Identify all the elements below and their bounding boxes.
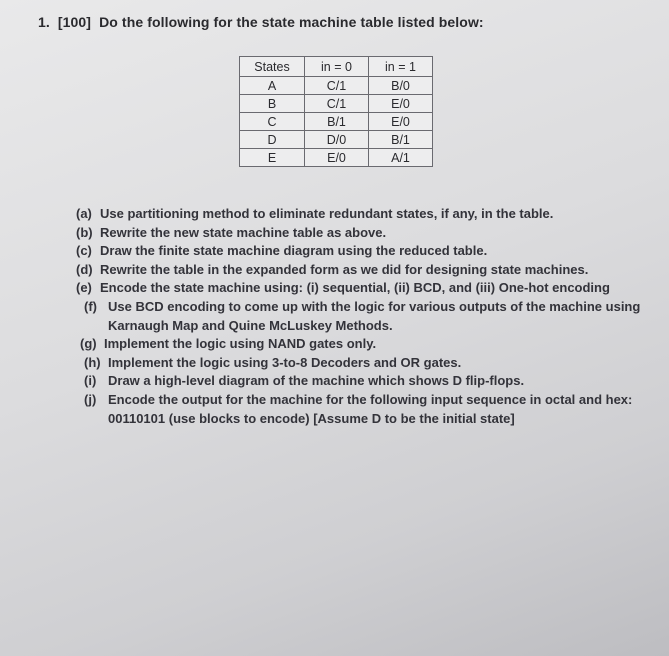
- table-row: [240, 77, 433, 95]
- part-label: (h): [84, 354, 101, 370]
- part-text: Encode the output for the machine for the following input sequence in octal and hex: 00110101 (use blocks to encode) [Assume D to be the initial state]: [108, 391, 633, 426]
- state-cell: A: [240, 77, 305, 95]
- list-item: [84, 298, 656, 335]
- part-label: (d): [76, 261, 93, 277]
- part-label: (j): [84, 391, 97, 407]
- part-label: (c): [76, 243, 92, 259]
- list-item: [76, 205, 656, 224]
- table-row: [240, 149, 433, 167]
- question-number: 1.: [38, 14, 50, 30]
- header-in0: in = 0: [305, 57, 369, 77]
- part-text: Use partitioning method to eliminate redundant states, if any, in the table.: [100, 206, 554, 221]
- next-state-in1-cell: E/0: [369, 113, 433, 131]
- part-label: (a): [76, 206, 92, 221]
- part-text: Use BCD encoding to come up with the logic for various outputs of the machine using Karnaugh Map and Quine McLuskey Methods.: [108, 298, 641, 333]
- next-state-in0-cell: E/0: [305, 149, 369, 167]
- next-state-in0-cell: C/1: [305, 95, 369, 113]
- table-row: [240, 131, 433, 149]
- part-text: Draw a high-level diagram of the machine which shows D flip-flops.: [108, 373, 525, 389]
- state-cell: C: [240, 113, 305, 131]
- state-cell: D: [240, 131, 305, 149]
- part-text: Implement the logic using NAND gates only.: [104, 336, 377, 352]
- part-label: (b): [76, 224, 93, 240]
- header-in1: in = 1: [369, 57, 433, 77]
- part-text: Rewrite the new state machine table as above.: [100, 224, 387, 240]
- state-cell: E: [240, 149, 305, 167]
- state-table: [239, 56, 433, 167]
- next-state-in0-cell: C/1: [305, 77, 369, 95]
- list-item: [76, 224, 656, 243]
- part-label: (f): [84, 298, 97, 314]
- header-states: States: [240, 57, 305, 77]
- next-state-in1-cell: A/1: [369, 149, 433, 167]
- list-item: [84, 372, 656, 391]
- part-label: (g): [80, 336, 97, 352]
- list-item: [80, 335, 656, 354]
- part-text: Rewrite the table in the expanded form as we did for designing state machines.: [100, 261, 589, 277]
- question-heading: [38, 14, 488, 30]
- list-item: [84, 391, 656, 428]
- list-item: [76, 242, 656, 261]
- part-text: Encode the state machine using: (i) sequential, (ii) BCD, and (iii) One-hot encoding: [100, 280, 610, 296]
- part-text: Implement the logic using 3-to-8 Decoders and OR gates.: [108, 354, 462, 370]
- next-state-in1-cell: E/0: [369, 95, 433, 113]
- next-state-in0-cell: D/0: [305, 131, 369, 149]
- question-points: [100]: [57, 14, 92, 30]
- part-label: (e): [76, 280, 92, 296]
- next-state-in1-cell: B/1: [369, 131, 433, 149]
- table-row: [240, 95, 433, 113]
- part-text: Draw the finite state machine diagram using the reduced table.: [100, 243, 488, 259]
- next-state-in0-cell: B/1: [305, 113, 369, 131]
- part-label: (i): [84, 373, 97, 389]
- table-row: [240, 113, 433, 131]
- list-item: [76, 261, 656, 280]
- list-item: [76, 279, 656, 298]
- list-item: [84, 354, 656, 373]
- question-parts-list: [76, 205, 656, 428]
- state-cell: B: [240, 95, 305, 113]
- next-state-in1-cell: B/0: [369, 77, 433, 95]
- state-table-header: [240, 57, 433, 77]
- question-prompt: Do the following for the state machine table listed below:: [99, 14, 484, 30]
